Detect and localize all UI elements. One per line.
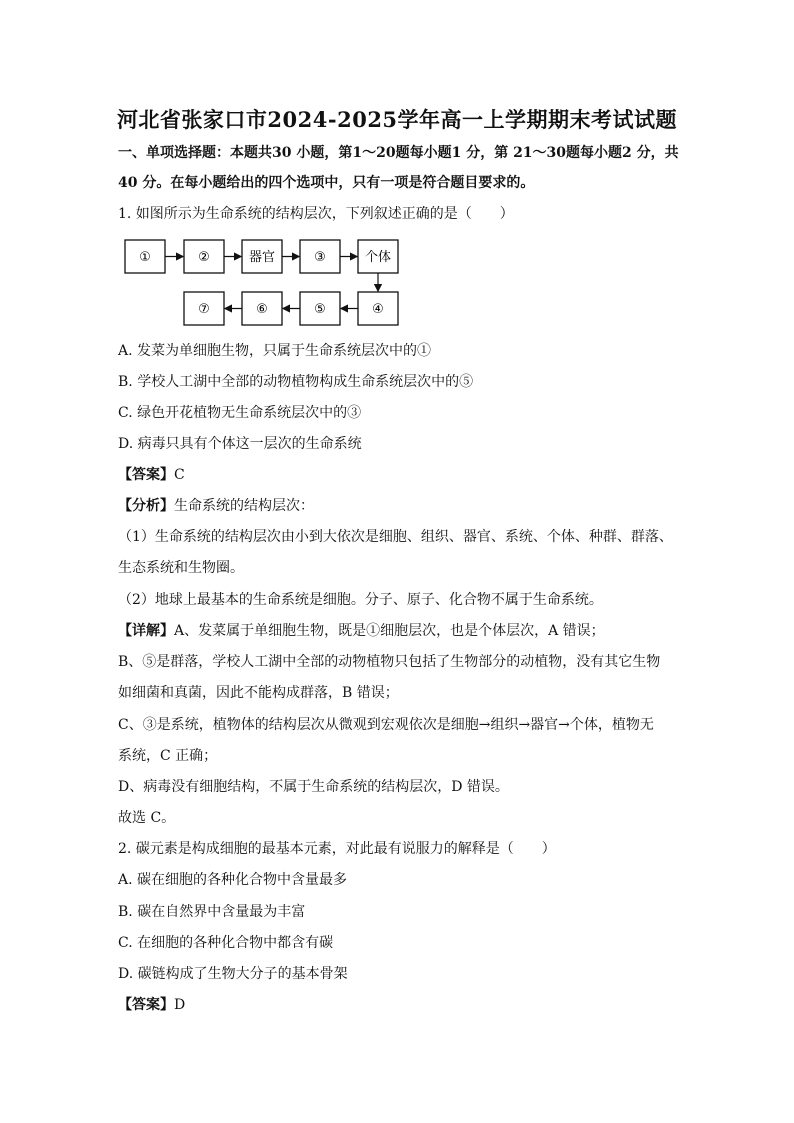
diagram-label-2: ② [198, 250, 210, 265]
life-system-hierarchy-diagram [118, 232, 418, 332]
answer-label: 【答案】 [118, 997, 174, 1013]
q1-option-c: C. 绿色开花植物无生命系统层次中的③ [118, 405, 362, 421]
diagram-label-organ: 器官 [248, 250, 276, 265]
q2-option-a: A. 碳在细胞的各种化合物中含量最多 [118, 872, 348, 888]
diagram-label-5: ⑤ [314, 302, 326, 317]
section-header-line2: 40 分。在每小题给出的四个选项中，只有一项是符合题目要求的。 [118, 175, 535, 191]
q1-answer [118, 465, 684, 485]
detail-label: 【详解】 [118, 623, 174, 639]
q1-detail-b-line2: 如细菌和真菌，因此不能构成群落，B 错误； [118, 685, 399, 701]
q1-analysis-p2: （2）地球上最基本的生命系统是细胞。分子、原子、化合物不属于生命系统。 [118, 592, 603, 608]
answer-label: 【答案】 [118, 467, 174, 483]
q2-answer [118, 995, 684, 1015]
q1-option-a: A. 发菜为单细胞生物，只属于生命系统层次中的① [118, 343, 432, 359]
q1-conclusion: 故选 C。 [118, 810, 176, 826]
q1-detail-d: D、病毒没有细胞结构，不属于生命系统的结构层次，D 错误。 [118, 779, 509, 795]
analysis-label: 【分析】 [118, 498, 174, 514]
diagram-label-4: ④ [372, 302, 384, 317]
diagram-label-3: ③ [314, 250, 326, 265]
section-header-line1: 一、单项选择题：本题共30 小题，第1～20题每小题1 分，第 21～30题每小题2 分，共 [118, 145, 679, 161]
q1-detail-c-line2: 系统，C 正确； [118, 748, 218, 764]
diagram-label-1: ① [139, 250, 151, 265]
q1-detail-b-line1: B、⑤是群落，学校人工湖中全部的动物植物只包括了生物部分的动植物，没有其它生物 [118, 654, 661, 670]
q2-option-d: D. 碳链构成了生物大分子的基本骨架 [118, 966, 348, 982]
diagram-label-individual: 个体 [364, 250, 392, 265]
diagram-label-7: ⑦ [198, 302, 210, 317]
q2-option-b: B. 碳在自然界中含量最为丰富 [118, 904, 306, 920]
q1-detail-a-row [118, 621, 684, 641]
diagram-label-6: ⑥ [256, 302, 268, 317]
q1-analysis [118, 496, 684, 516]
q1-detail-c-line1: C、③是系统，植物体的结构层次从微观到宏观依次是细胞→组织→器官→个体，植物无 [118, 717, 654, 733]
q2-stem: 2. 碳元素是构成细胞的最基本元素，对此最有说服力的解释是（ ） [118, 841, 556, 857]
detail-a: A、发菜属于单细胞生物，既是①细胞层次，也是个体层次，A 错误； [174, 623, 605, 639]
q1-analysis-p1-line2: 生态系统和生物圈。 [118, 560, 244, 576]
page-title: 河北省张家口市2024-2025学年高一上学期期末考试试题 [116, 107, 678, 132]
analysis-text: 生命系统的结构层次： [174, 498, 314, 514]
q1-option-d: D. 病毒只具有个体这一层次的生命系统 [118, 436, 362, 452]
q1-analysis-p1-line1: （1）生命系统的结构层次由小到大依次是细胞、组织、器官、系统、个体、种群、群落、 [118, 529, 673, 545]
q2-option-c: C. 在细胞的各种化合物中都含有碳 [118, 935, 334, 951]
q1-stem: 1. 如图所示为生命系统的结构层次，下列叙述正确的是（ ） [118, 206, 514, 222]
answer-value: C [174, 467, 185, 483]
answer-value: D [174, 997, 186, 1013]
q1-option-b: B. 学校人工湖中全部的动物植物构成生命系统层次中的⑤ [118, 374, 474, 390]
